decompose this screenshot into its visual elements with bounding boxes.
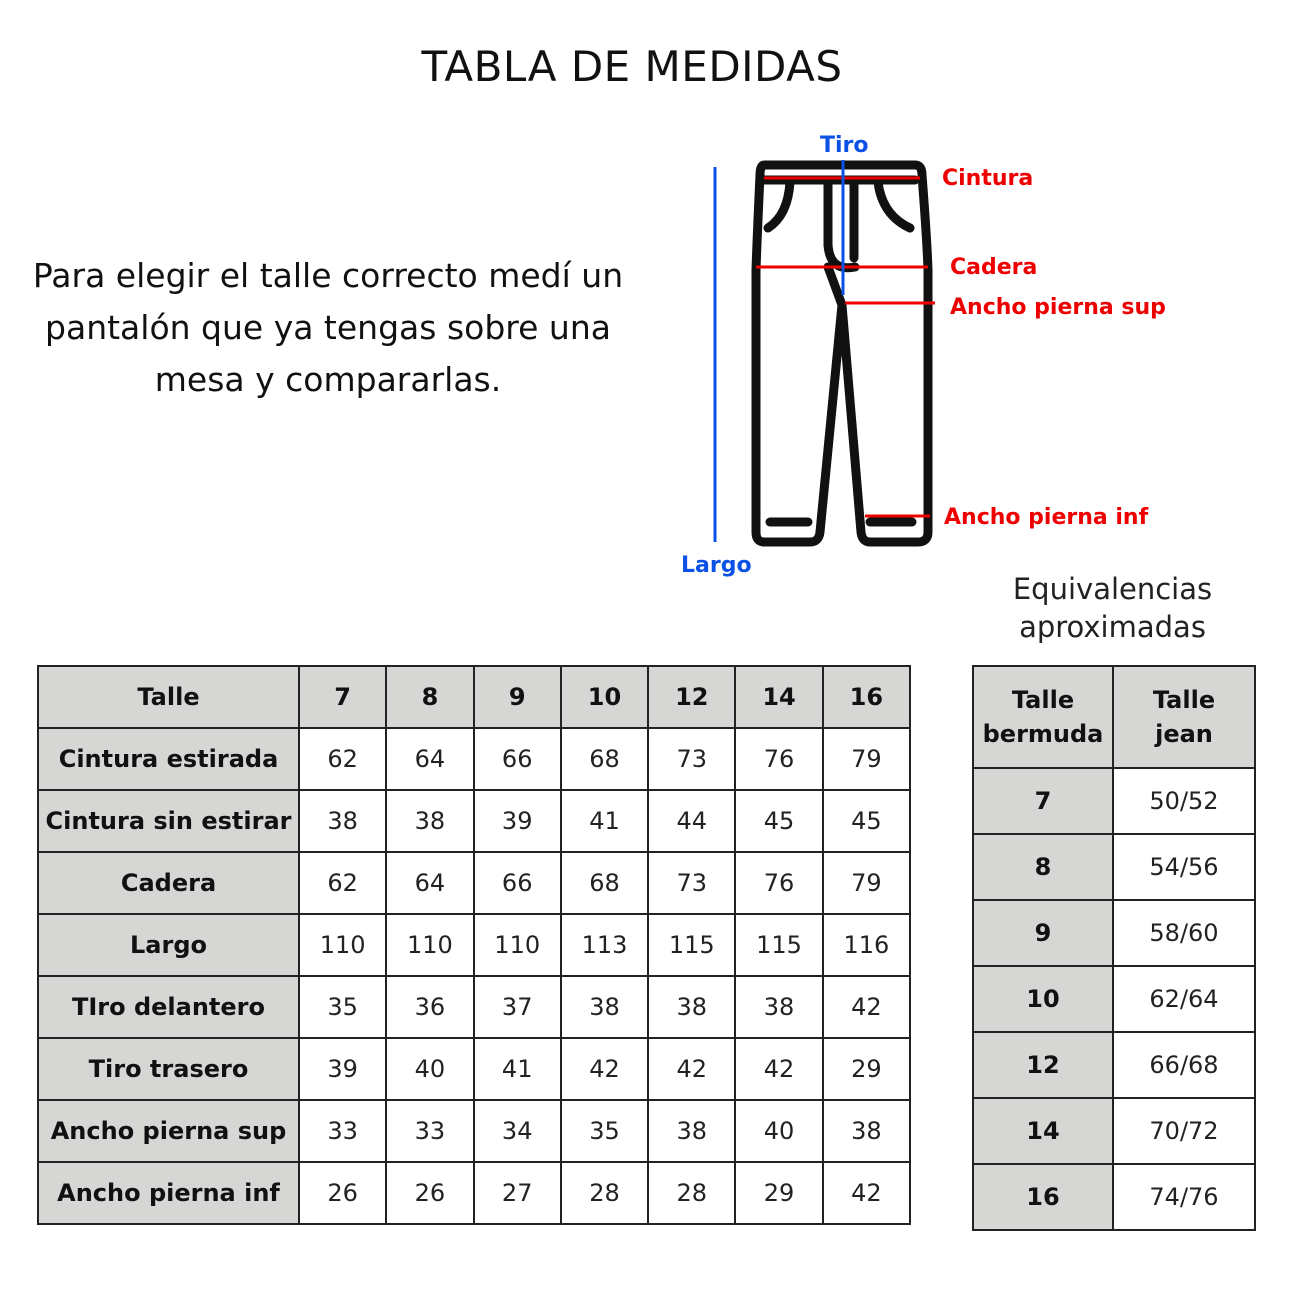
talle-jean-cell: 70/72: [1113, 1098, 1255, 1164]
value-cell: 29: [735, 1162, 822, 1224]
header-line: bermuda: [982, 720, 1104, 748]
talle-jean-cell: 74/76: [1113, 1164, 1255, 1230]
talle-bermuda-cell: 10: [973, 966, 1113, 1032]
talle-bermuda-cell: 14: [973, 1098, 1113, 1164]
talle-jean-cell: 50/52: [1113, 768, 1255, 834]
header-cell: Talle: [38, 666, 299, 728]
row-label: Cintura estirada: [38, 728, 299, 790]
table-row: [973, 834, 1255, 900]
value-cell: 76: [735, 728, 822, 790]
value-cell: 62: [299, 728, 386, 790]
header-cell: 12: [648, 666, 735, 728]
row-label: TIro delantero: [38, 976, 299, 1038]
value-cell: 42: [735, 1038, 822, 1100]
value-cell: 33: [299, 1100, 386, 1162]
header-cell-talle-bermuda: [973, 666, 1113, 768]
pants-measurement-diagram: [660, 120, 1200, 590]
value-cell: 45: [735, 790, 822, 852]
value-cell: 34: [474, 1100, 561, 1162]
value-cell: 66: [474, 852, 561, 914]
row-label: Largo: [38, 914, 299, 976]
value-cell: 79: [823, 852, 910, 914]
talle-jean-cell: 54/56: [1113, 834, 1255, 900]
value-cell: 42: [823, 1162, 910, 1224]
value-cell: 115: [735, 914, 822, 976]
header-cell: 9: [474, 666, 561, 728]
value-cell: 64: [386, 728, 473, 790]
value-cell: 44: [648, 790, 735, 852]
label-cintura: Cintura: [942, 166, 1034, 191]
header-line: jean: [1155, 720, 1213, 748]
page-title: TABLA DE MEDIDAS: [421, 42, 843, 91]
talle-jean-cell: 66/68: [1113, 1032, 1255, 1098]
talle-jean-cell: 58/60: [1113, 900, 1255, 966]
value-cell: 68: [561, 852, 648, 914]
label-ancho-inf: Ancho pierna inf: [944, 505, 1149, 530]
value-cell: 29: [823, 1038, 910, 1100]
table-row: [38, 1162, 910, 1224]
talle-bermuda-cell: 12: [973, 1032, 1113, 1098]
value-cell: 42: [648, 1038, 735, 1100]
label-largo: Largo: [681, 553, 752, 578]
value-cell: 38: [823, 1100, 910, 1162]
value-cell: 116: [823, 914, 910, 976]
equivalencias-caption: [980, 570, 1245, 646]
table-row: [973, 1032, 1255, 1098]
talle-bermuda-cell: 16: [973, 1164, 1113, 1230]
value-cell: 66: [474, 728, 561, 790]
row-label: Cintura sin estirar: [38, 790, 299, 852]
header-line: Talle: [1152, 686, 1216, 714]
table-row: [38, 914, 910, 976]
value-cell: 38: [648, 976, 735, 1038]
value-cell: 76: [735, 852, 822, 914]
value-cell: 39: [299, 1038, 386, 1100]
value-cell: 113: [561, 914, 648, 976]
value-cell: 28: [561, 1162, 648, 1224]
label-tiro: Tiro: [820, 133, 869, 158]
value-cell: 38: [299, 790, 386, 852]
value-cell: 36: [386, 976, 473, 1038]
header-cell: 7: [299, 666, 386, 728]
table-row: [973, 966, 1255, 1032]
table-row: [38, 728, 910, 790]
row-label: Ancho pierna inf: [38, 1162, 299, 1224]
value-cell: 68: [561, 728, 648, 790]
equivalencias-table: [972, 665, 1256, 1231]
value-cell: 35: [561, 1100, 648, 1162]
label-cadera: Cadera: [950, 255, 1038, 280]
table-row: [38, 790, 910, 852]
value-cell: 62: [299, 852, 386, 914]
value-cell: 73: [648, 728, 735, 790]
talle-bermuda-cell: 9: [973, 900, 1113, 966]
table-row: [38, 976, 910, 1038]
table-header-row: [973, 666, 1255, 768]
value-cell: 41: [474, 1038, 561, 1100]
table-row: [973, 1164, 1255, 1230]
value-cell: 64: [386, 852, 473, 914]
value-cell: 27: [474, 1162, 561, 1224]
value-cell: 40: [735, 1100, 822, 1162]
header-cell: 8: [386, 666, 473, 728]
value-cell: 38: [735, 976, 822, 1038]
value-cell: 110: [474, 914, 561, 976]
value-cell: 38: [648, 1100, 735, 1162]
value-cell: 40: [386, 1038, 473, 1100]
value-cell: 42: [561, 1038, 648, 1100]
label-ancho-sup: Ancho pierna sup: [950, 295, 1166, 320]
header-line: Talle: [1011, 686, 1075, 714]
table-header-row: [38, 666, 910, 728]
value-cell: 38: [386, 790, 473, 852]
value-cell: 110: [299, 914, 386, 976]
table-row: [38, 852, 910, 914]
table-row: [973, 900, 1255, 966]
caption-line: Equivalencias: [1012, 572, 1213, 606]
value-cell: 115: [648, 914, 735, 976]
value-cell: 26: [386, 1162, 473, 1224]
value-cell: 42: [823, 976, 910, 1038]
value-cell: 33: [386, 1100, 473, 1162]
table-row: [973, 768, 1255, 834]
value-cell: 79: [823, 728, 910, 790]
row-label: Ancho pierna sup: [38, 1100, 299, 1162]
row-label: Cadera: [38, 852, 299, 914]
value-cell: 37: [474, 976, 561, 1038]
talle-bermuda-cell: 7: [973, 768, 1113, 834]
table-row: [973, 1098, 1255, 1164]
size-measures-table: [37, 665, 911, 1225]
row-label: Tiro trasero: [38, 1038, 299, 1100]
table-row: [38, 1100, 910, 1162]
header-cell: 10: [561, 666, 648, 728]
value-cell: 73: [648, 852, 735, 914]
value-cell: 39: [474, 790, 561, 852]
header-cell-talle-jean: [1113, 666, 1255, 768]
value-cell: 26: [299, 1162, 386, 1224]
value-cell: 110: [386, 914, 473, 976]
talle-bermuda-cell: 8: [973, 834, 1113, 900]
caption-line: aproximadas: [1019, 610, 1206, 644]
header-cell: 14: [735, 666, 822, 728]
header-cell: 16: [823, 666, 910, 728]
value-cell: 35: [299, 976, 386, 1038]
talle-jean-cell: 62/64: [1113, 966, 1255, 1032]
value-cell: 41: [561, 790, 648, 852]
table-row: [38, 1038, 910, 1100]
value-cell: 45: [823, 790, 910, 852]
value-cell: 28: [648, 1162, 735, 1224]
value-cell: 38: [561, 976, 648, 1038]
intro-text: Para elegir el talle correcto medí un pantalón que ya tengas sobre una mesa y compararlas.: [32, 256, 624, 399]
